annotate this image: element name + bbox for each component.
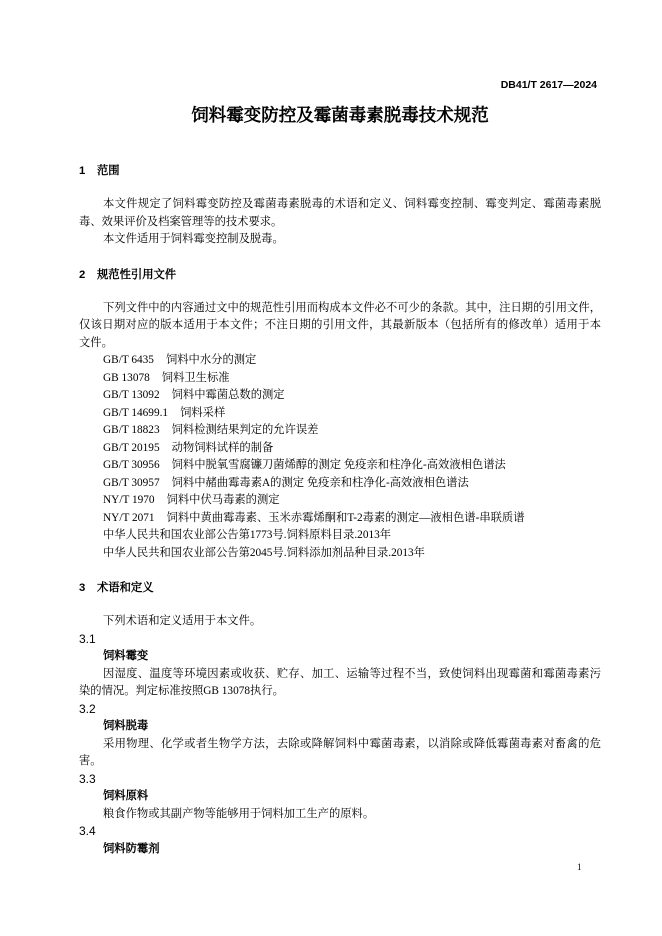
section-heading — [79, 580, 601, 598]
definition-line: 采用物理、化学或者生物学方法，去除或降解饲料中霉菌毒素，以消除或降低霉菌毒素对畜禽的危 — [103, 737, 601, 750]
paragraph-line: 本文件适用于饲料霉变控制及脱毒。 — [103, 233, 284, 245]
section-number: 1 — [79, 165, 86, 177]
document-title: 饲料霉变防控及霉菌毒素脱毒技术规范 — [191, 105, 489, 125]
reference-title: 饲料检测结果判定的允许误差 — [171, 424, 319, 436]
section-normative-references — [79, 267, 601, 563]
term-entry — [79, 701, 601, 771]
term-entry — [79, 823, 601, 858]
term-entry — [79, 631, 601, 701]
reference-title: 饲料中霉菌总数的测定 — [171, 389, 285, 401]
reference-title: 饲料采样 — [180, 406, 226, 419]
reference-code: GB/T 30956 — [103, 459, 160, 471]
section-title: 范围 — [97, 165, 120, 177]
paragraph-line: 文件。 — [79, 336, 113, 349]
term-number: 3.3 — [79, 771, 96, 786]
paragraph-line: 下列术语和定义适用于本文件。 — [103, 615, 262, 627]
standard-code: DB41/T 2617—2024 — [500, 79, 597, 91]
term-name: 饲料防霉剂 — [103, 842, 160, 855]
section-number: 2 — [79, 268, 86, 281]
term-entry — [79, 771, 601, 824]
reference-title: 饲料中水分的测定 — [165, 354, 257, 366]
definition-line: 染的情况。判定标准按照GB 13078执行。 — [79, 685, 284, 697]
reference-title: 饲料中赭曲霉毒素A的测定 免疫亲和柱净化-高效液相色谱法 — [171, 476, 469, 489]
reference-title: 饲料卫生标准 — [161, 371, 230, 384]
term-name: 饲料霉变 — [103, 650, 149, 662]
section-title: 术语和定义 — [97, 582, 154, 594]
reference-item — [79, 352, 601, 370]
reference-code: GB/T 20195 — [103, 441, 160, 454]
definition-line: 害。 — [79, 755, 102, 767]
reference-item — [79, 510, 601, 528]
definition-line: 粮食作物或其副产物等能够用于饲料加工生产的原料。 — [103, 807, 375, 820]
section-number: 3 — [79, 582, 86, 594]
reference-title: 饲料中黄曲霉毒素、玉米赤霉烯酮和T-2毒素的测定—液相色谱-串联质谱 — [166, 511, 525, 524]
reference-item — [79, 492, 601, 510]
definition-line: 因湿度、温度等环境因素或收获、贮存、加工、运输等过程不当，致使饲料出现霉菌和霉菌毒素污 — [103, 667, 601, 680]
reference-title: 中华人民共和国农业部公告第1773号.饲料原料目录.2013年 — [103, 529, 392, 541]
term-name: 饲料脱毒 — [103, 720, 149, 732]
term-number: 3.1 — [79, 631, 96, 646]
reference-code: GB/T 6435 — [103, 354, 154, 366]
reference-item — [79, 422, 601, 440]
reference-item — [79, 457, 601, 475]
term-name: 饲料原料 — [103, 790, 149, 802]
reference-code: GB 13078 — [103, 371, 150, 384]
paragraph-line: 下列文件中的内容通过文中的规范性引用而构成本文件必不可少的条款。其中，注日期的引用文件， — [103, 301, 601, 314]
reference-item — [79, 545, 601, 563]
reference-item — [79, 405, 601, 423]
reference-code: NY/T 1970 — [103, 494, 155, 506]
reference-code: GB/T 30957 — [103, 476, 160, 489]
reference-item — [79, 475, 601, 493]
document-body — [79, 163, 601, 858]
reference-code: GB/T 14699.1 — [103, 406, 169, 419]
reference-code: GB/T 18823 — [103, 424, 160, 436]
term-number: 3.4 — [79, 824, 96, 838]
reference-item — [79, 370, 601, 388]
reference-item — [79, 387, 601, 405]
reference-title: 饲料中脱氧雪腐镰刀菌烯醇的测定 免疫亲和柱净化-高效液相色谱法 — [171, 459, 506, 471]
section-scope — [79, 163, 601, 249]
reference-code: NY/T 2071 — [103, 511, 155, 524]
section-title: 规范性引用文件 — [97, 268, 177, 281]
page-number: 1 — [577, 862, 582, 872]
reference-title: 饲料中伏马毒素的测定 — [166, 494, 280, 506]
reference-item — [79, 527, 601, 545]
section-heading — [79, 267, 601, 285]
paragraph-line: 毒、效果评价及档案管理等的技术要求。 — [79, 215, 283, 228]
reference-title: 动物饲料试样的制备 — [171, 441, 274, 454]
reference-code: GB/T 13092 — [103, 389, 160, 401]
section-terms-definitions — [79, 580, 601, 858]
paragraph-line: 本文件规定了饲料霉变防控及霉菌毒素脱毒的术语和定义、饲料霉变控制、霉变判定、霉菌毒素脱 — [103, 198, 601, 210]
reference-item — [79, 440, 601, 458]
reference-title: 中华人民共和国农业部公告第2045号.饲料添加剂品种目录.2013年 — [103, 546, 425, 559]
section-heading — [79, 163, 601, 181]
paragraph-line: 仅该日期对应的版本适用于本文件；不注日期的引用文件，其最新版本（包括所有的修改单）适用于本 — [79, 319, 601, 331]
term-number: 3.2 — [79, 701, 96, 716]
reference-list — [79, 352, 601, 562]
